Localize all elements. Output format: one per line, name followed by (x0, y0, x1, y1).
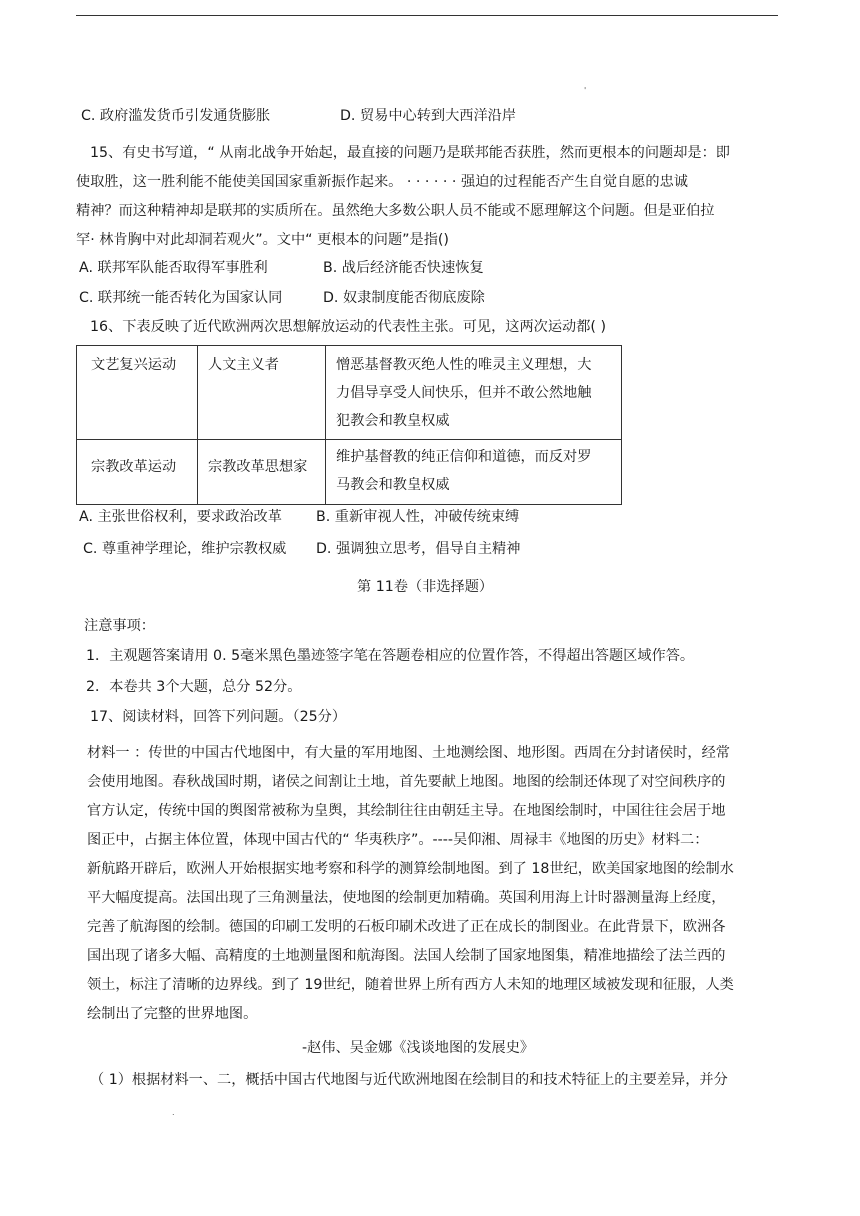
table-cell-movement: 文艺复兴运动 (77, 346, 198, 440)
q15-option-c: C. 联邦统一能否转化为国家认同 (79, 290, 283, 306)
material-line: 领土，标注了清晰的边界线。到了 19世纪，随着世界上所有西方人未知的地理区域被发现和征服，人类 (87, 977, 734, 993)
claim-line: 憎恶基督教灭绝人性的唯灵主义理想，大 (336, 357, 592, 373)
material-line: 会使用地图。春秋战国时期，诸侯之间割让土地，首先要献上地图。地图的绘制还体现了对空间秩序的 (87, 774, 726, 790)
material-line: 图正中，占据主体位置，体现中国古代的“ 华夷秩序”。----吴仰湘、周禄丰《地图的历史》材料二： (87, 832, 709, 848)
q15-stem-line: 15、有史书写道，“ 从南北战争开始起，最直接的问题乃是联邦能否获胜，然而更根本的问题却是：即 (90, 145, 730, 161)
table-cell-claim (326, 440, 622, 505)
notice-item-2: 2．本卷共 3个大题，总分 52分。 (86, 679, 302, 695)
table-cell-group: 宗教改革思想家 (198, 440, 326, 505)
table-cell-claim (326, 346, 622, 440)
notice-item-1: 1．主观题答案请用 0. 5毫米黑色墨迹签字笔在答题卷相应的位置作答，不得超出答题区域作答。 (86, 648, 695, 664)
q16-option-a: A. 主张世俗权利，要求政治改革 (79, 509, 282, 525)
q15-option-b: B. 战后经济能否快速恢复 (323, 260, 484, 276)
table-cell-group: 人文主义者 (198, 346, 326, 440)
material-line: 官方认定，传统中国的舆图常被称为皇舆，其绘制往往由朝廷主导。在地图绘制时，中国往往会居于地 (87, 803, 726, 819)
table-cell-movement: 宗教改革运动 (77, 440, 198, 505)
material-source: -赵伟、吴金娜《浅谈地图的发展史》 (302, 1040, 535, 1056)
q16-stem: 16、下表反映了近代欧洲两次思想解放运动的代表性主张。可见，这两次运动都( ) (90, 319, 607, 335)
table-row (77, 440, 622, 505)
q14-option-c: C. 政府滥发货币引发通货膨胀 (81, 108, 271, 124)
q15-stem-line: 罕· 林肯胸中对此却洞若观火”。文中“ 更根本的问题”是指() (76, 232, 449, 248)
footer-mark: . (172, 1108, 175, 1117)
q15-stem-line: 使取胜，这一胜利能不能使美国国家重新振作起来。 · · · · · · 强迫的过程能否产生自觉自愿的忠诚 (76, 174, 688, 190)
material-line: 材料一 ：传世的中国古代地图中，有大量的军用地图、土地测绘图、地形图。西周在分封诸侯时，经常 (87, 745, 730, 761)
material-line: 绘制出了完整的世界地图。 (87, 1006, 258, 1022)
q17-subquestion-1: （ 1）根据材料一、二，概括中国古代地图与近代欧洲地图在绘制目的和技术特征上的主要差异，并分 (90, 1072, 728, 1088)
material-line: 完善了航海图的绘制。德国的印刷工发明的石板印刷术改进了正在成长的制图业。在此背景下，欧洲各 (87, 919, 726, 935)
q15-option-d: D. 奴隶制度能否彻底废除 (323, 290, 485, 306)
q16-option-b: B. 重新审视人性，冲破传统束缚 (316, 509, 520, 525)
q15-option-a: A. 联邦军队能否取得军事胜利 (79, 260, 268, 276)
q17-stem: 17、阅读材料，回答下列问题。（25分） (90, 709, 347, 725)
material-line: 国出现了诸多大幅、高精度的土地测量图和航海图。法国人绘制了国家地图集，精准地描绘了法兰西的 (87, 948, 726, 964)
q14-option-d: D. 贸易中心转到大西洋沿岸 (340, 108, 517, 124)
material-line: 平大幅度提高。法国出现了三角测量法，使地图的绘制更加精确。英国利用海上计时器测量海上经度， (87, 890, 726, 906)
claim-line: 力倡导享受人间快乐，但并不敢公然地触 (336, 385, 592, 401)
table-row (77, 346, 622, 440)
claim-line: 维护基督教的纯正信仰和道德，而反对罗 (336, 449, 592, 465)
q16-option-c: C. 尊重神学理论，维护宗教权威 (83, 541, 287, 557)
q15-stem-line: 精神？而这种精神却是联邦的实质所在。虽然绝大多数公职人员不能或不愿理解这个问题。但是亚伯拉 (76, 203, 715, 219)
header-rule (76, 15, 778, 16)
claim-line: 马教会和教皇权威 (336, 477, 450, 493)
q16-table (76, 345, 622, 505)
material-line: 新航路开辟后，欧洲人开始根据实地考察和科学的测算绘制地图。到了 18世纪，欧美国家地图的绘制水 (87, 861, 734, 877)
claim-line: 犯教会和教皇权威 (336, 413, 450, 429)
q16-option-d: D. 强调独立思考，倡导自主精神 (316, 541, 521, 557)
part2-title: 第 11卷（非选择题） (357, 579, 494, 595)
notice-heading: 注意事项： (84, 618, 155, 634)
corner-mark: ' (584, 86, 587, 95)
